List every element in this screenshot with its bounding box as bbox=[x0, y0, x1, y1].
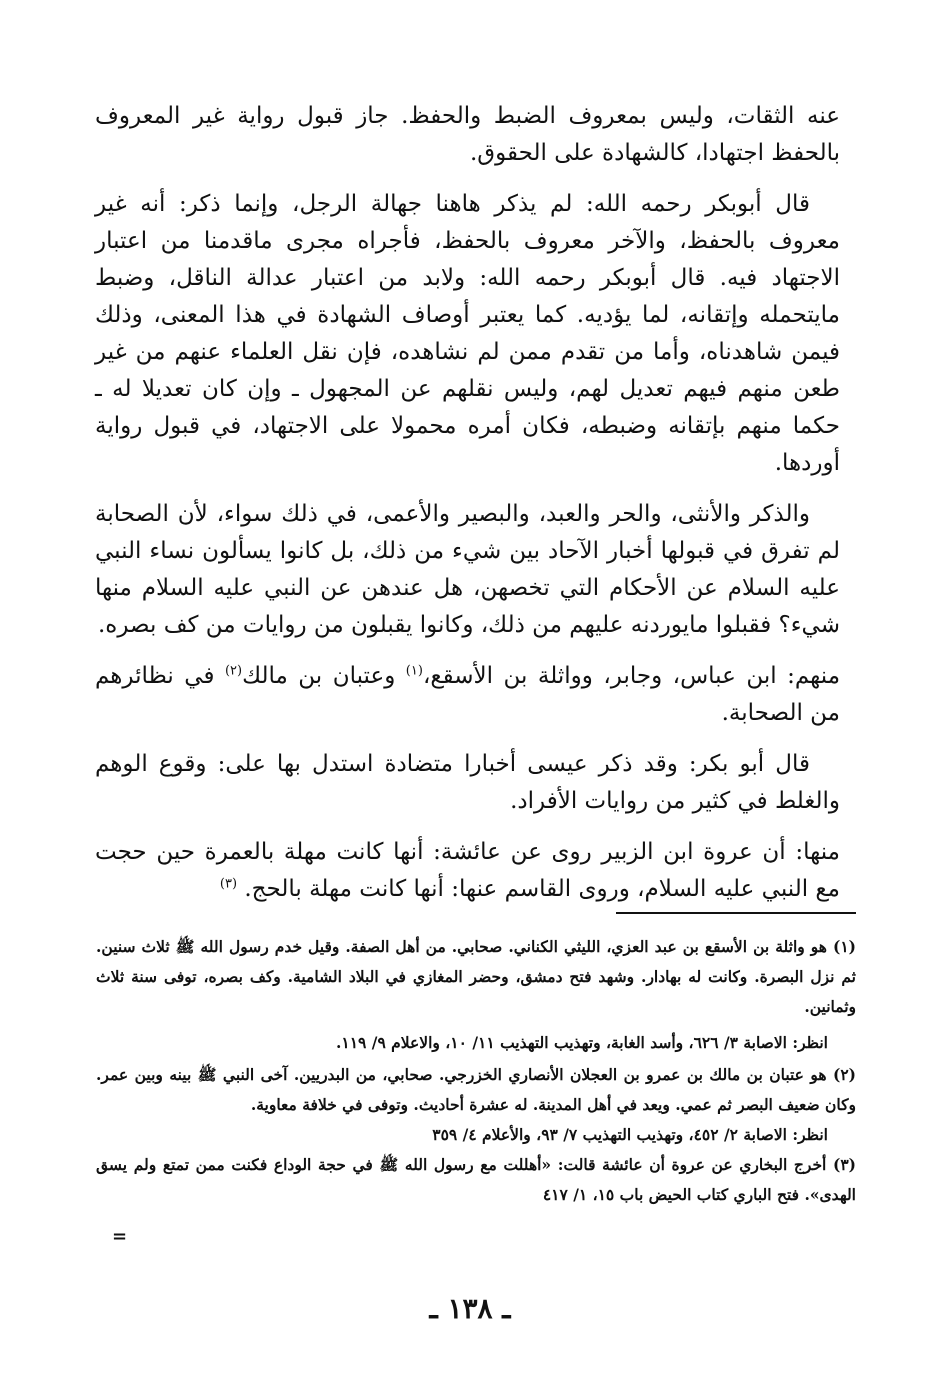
paragraph-4-text-c: في نظائرهم من الصحابة. bbox=[95, 663, 840, 726]
footnote-2: (٢) هو عتبان بن مالك بن عمرو بن العجلان الأنصاري الخزرجي. صحابي، من البدريين. آخى النبي ﷺ بينه وبين عمر. وكان ضعيف البصر ثم عمي. ويعد في أهل المدينة. له عشرة أحاديث. وتوفى في خلافة معاوية. bbox=[96, 1065, 856, 1114]
page-number: ـ ١٣٨ ـ bbox=[429, 1292, 511, 1325]
footnote-1: (١) هو واثلة بن الأسقع بن عبد العزي، الليثي الكناني. صحابي. من أهل الصفة. وقيل خدم رسول الله ﷺ ثلاث سنين. ثم نزل البصرة. وكانت له بهادار. وشهد فتح دمشق، وحضر المغازي في البلاد الشامية. وكف بصره، توفى سنة ثلاث وثمانين. bbox=[96, 937, 856, 1016]
footnote-separator bbox=[616, 912, 856, 914]
paragraph-5: قال أبو بكر: وقد ذكر عيسى أخبارا متضادة استدل بها على: وقوع الوهم والغلط في كثير من روايات الأفراد. bbox=[95, 751, 840, 814]
footnote-3: (٣) أخرج البخاري عن عروة أن عائشة قالت: «أهللت مع رسول الله ﷺ في حجة الوداع فكنت ممن تمتع ولم يسق الهدى». فتح الباري كتاب الحيض باب ١٥، ١/ ٤١٧ bbox=[96, 1155, 856, 1204]
footnote-ref-3[interactable]: (٣) bbox=[219, 876, 238, 892]
paragraph-4 bbox=[95, 658, 840, 732]
paragraph-6 bbox=[95, 834, 840, 908]
paragraph-1: عنه الثقات، وليس بمعروف الضبط والحفظ. جاز قبول رواية غير المعروف بالحفظ اجتهادا، كالشهادة على الحقوق. bbox=[95, 103, 840, 166]
paragraph-2: قال أبوبكر رحمه الله: لم يذكر هاهنا جهالة الرجل، وإنما ذكر: أنه غير معروف بالحفظ، والآخر معروف بالحفظ، فأجراه مجرى ماقدمنا من اعتبار الاجتهاد فيه. قال أبوبكر رحمه الله: ولابد من اعتبار عدالة الناقل، وضبط مايتحمله وإتقانه، لما يؤديه. كما يعتبر أوصاف الشهادة في هذا المعنى، وذلك فيمن شاهدناه، وأما من تقدم ممن لم نشاهده، فإن نقل العلماء عنهم من غير طعن منهم فيهم تعديل لهم، وليس نقلهم عن المجهول ـ وإن كان تعديلا له ـ حكما منهم بإتقانه وضبطه، فكان أمره محمولا على الاجتهاد، في قبول رواية أوردها. bbox=[95, 191, 840, 476]
continuation-mark: = bbox=[112, 1226, 128, 1247]
footnote-ref-2[interactable]: (٢) bbox=[224, 663, 243, 679]
footnote-ref-1[interactable]: (١) bbox=[405, 663, 423, 679]
footnote-2-reference: انظر: الاصابة ٢/ ٤٥٢، وتهذيب التهذيب ٧/ ٩٣، والأعلام ٤/ ٣٥٩ bbox=[432, 1125, 828, 1144]
footnote-1-reference: انظر: الاصابة ٣/ ٦٢٦، وأسد الغابة، وتهذيب التهذيب ١١/ ١٠، والاعلام ٩/ ١١٩. bbox=[335, 1033, 828, 1052]
footnotes bbox=[96, 932, 856, 1210]
paragraph-4-text-a: منهم: ابن عباس، وجابر، وواثلة بن الأسقع، bbox=[422, 663, 841, 689]
paragraph-4-text-b: وعتبان بن مالك bbox=[242, 663, 406, 689]
paragraph-3: والذكر والأنثى، والحر والعبد، والبصير والأعمى، في ذلك سواء، لأن الصحابة لم تفرق في قبولها أخبار الآحاد بين شيء من ذلك، بل كانوا يسألون نساء النبي عليه السلام عن الأحكام التي تخصهن، هل عندهن عن النبي عليه السلام منها شيء؟ فقبلوا مايوردنه عليهم من ذلك، وكانوا يقبلون من روايات من كف بصره. bbox=[95, 501, 840, 638]
main-text bbox=[95, 98, 840, 922]
paragraph-6-text: منها: أن عروة ابن الزبير روى عن عائشة: أنها كانت مهلة بالعمرة حين حجت مع النبي عليه السلام، وروى القاسم عنها: أنها كانت مهلة بالحج. bbox=[95, 839, 840, 902]
